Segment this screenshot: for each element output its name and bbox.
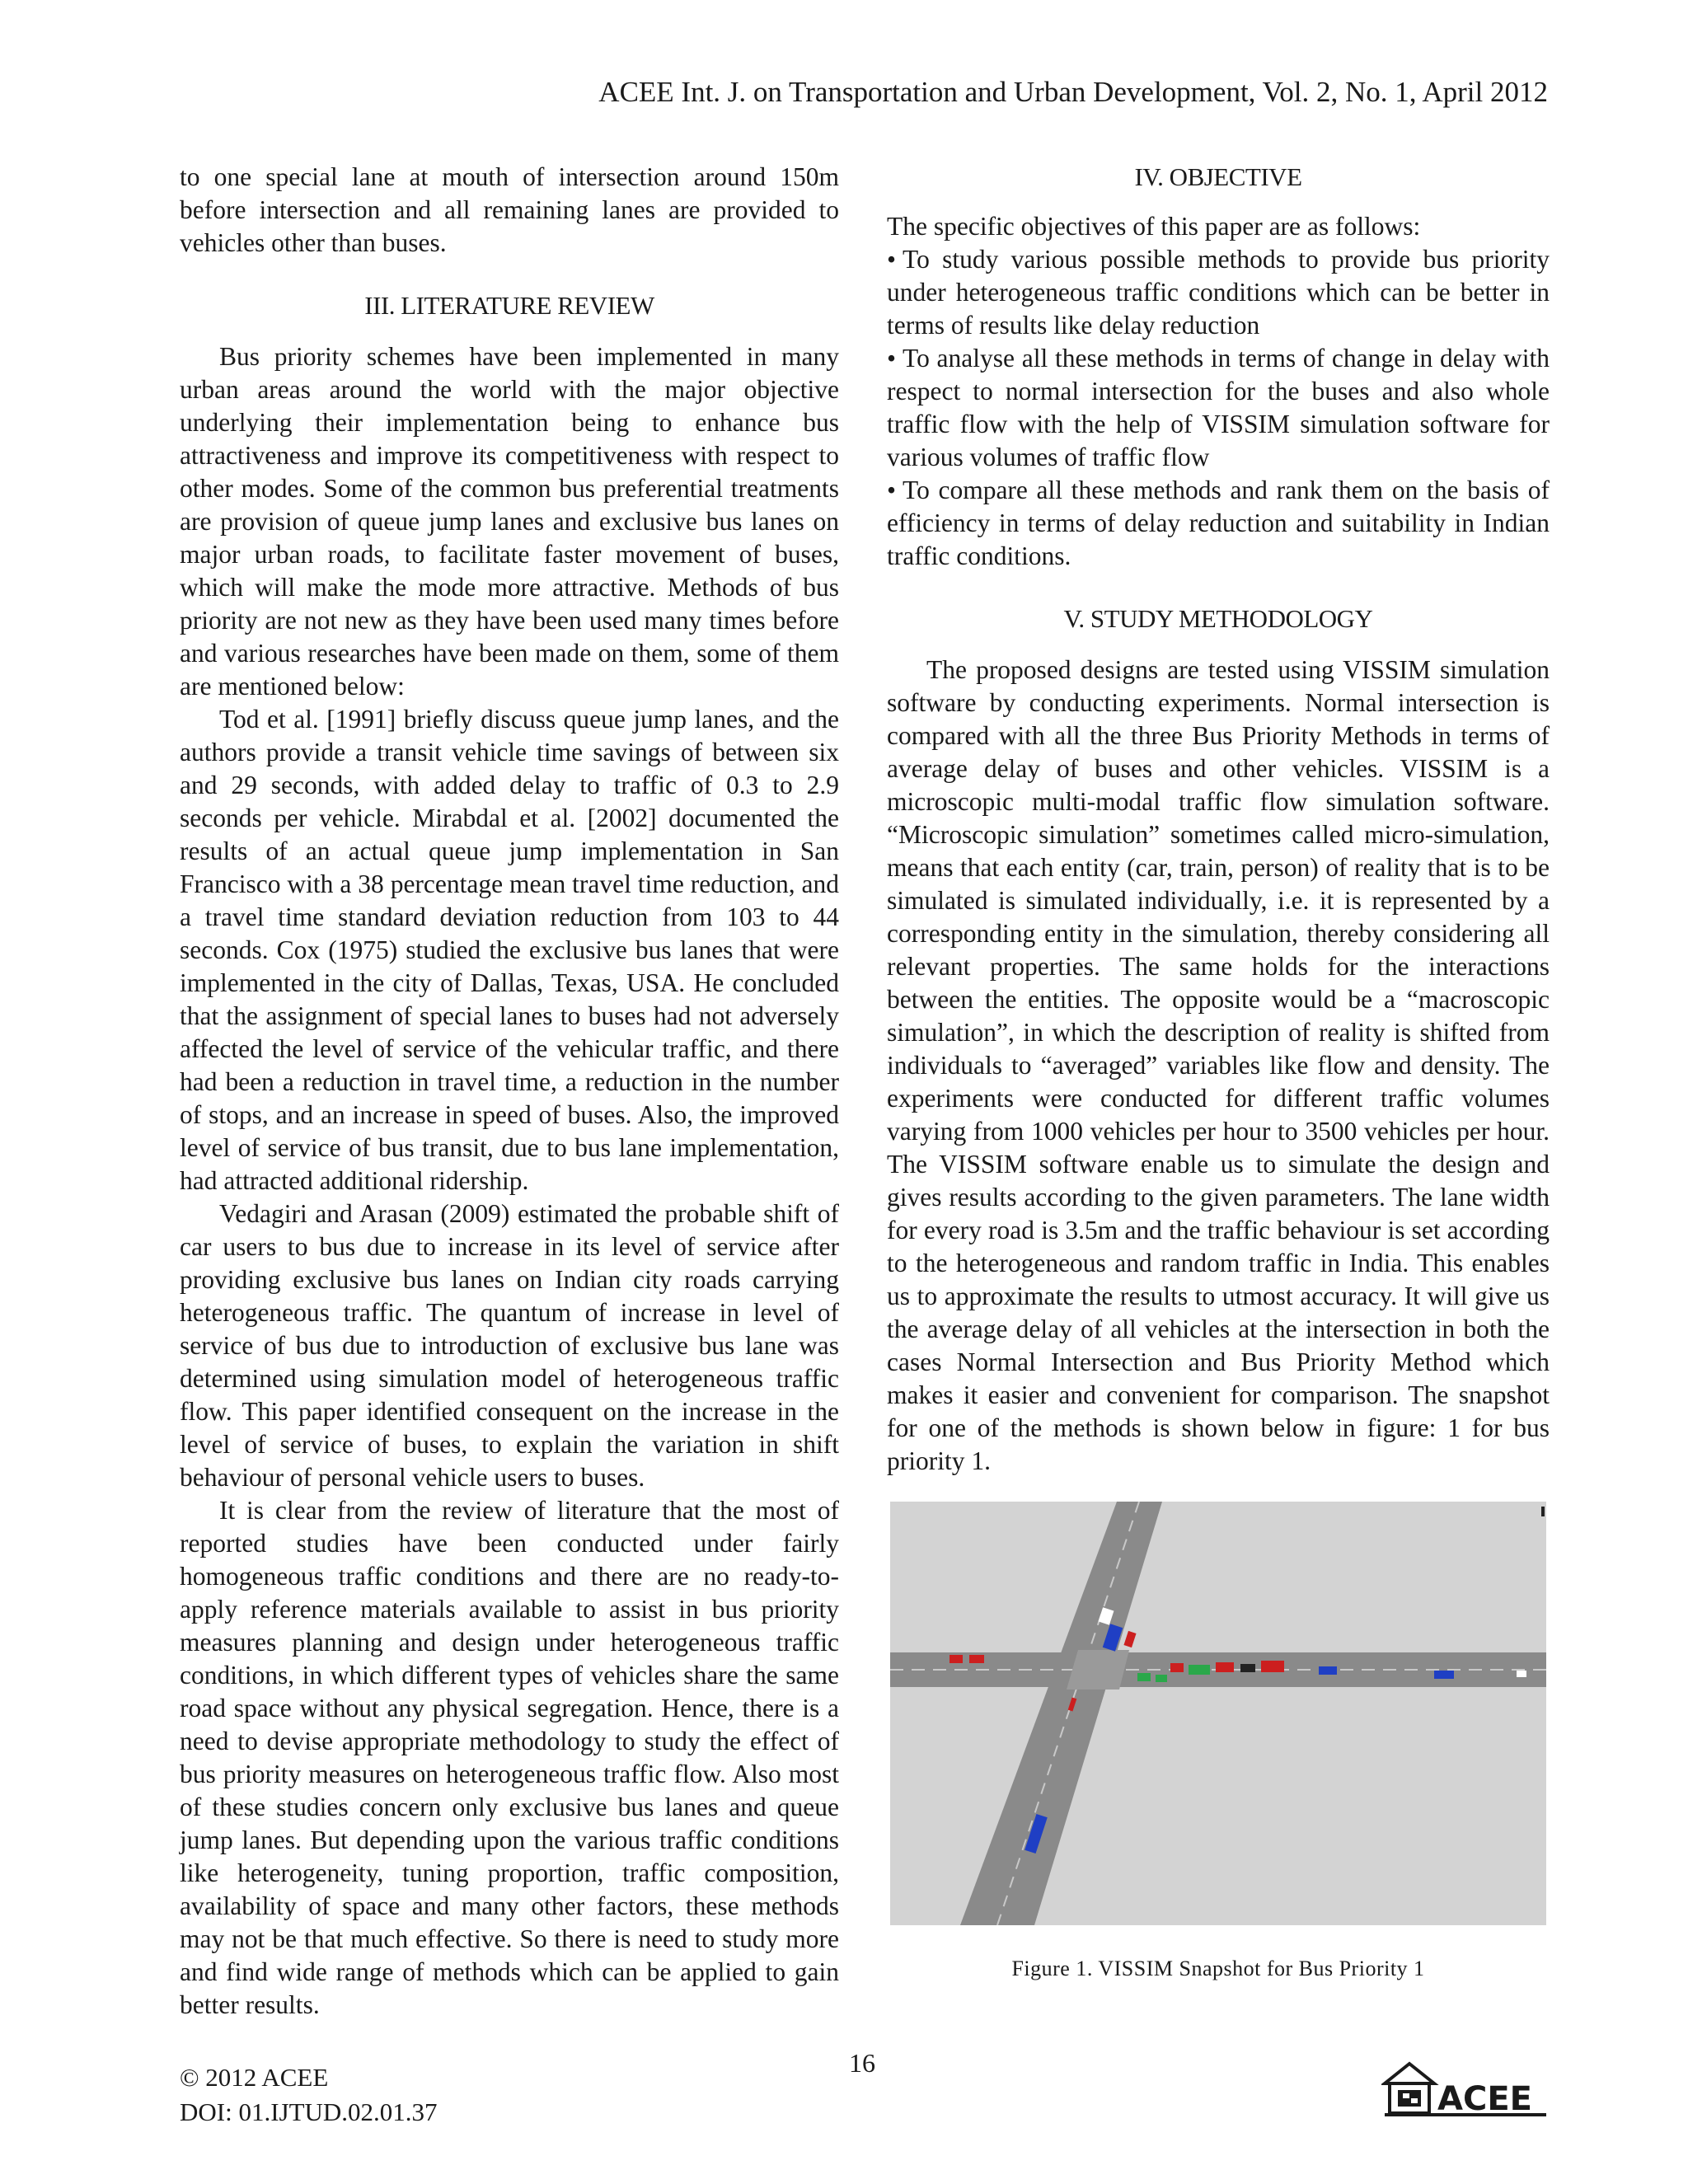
page-number: 16	[849, 2048, 875, 2078]
objective-intro: The specific objectives of this paper are as follows:	[887, 212, 1421, 241]
doi-text: DOI: 01.IJTUD.02.01.37	[180, 2097, 438, 2126]
section-heading-objective: IV. OBJECTIVE	[1134, 162, 1302, 191]
literature-paragraph: Vedagiri and Arasan (2009) estimated the probable shift of car users to bus due to increase in its level of service after providing exclusive bus lanes on Indian city roads carrying heterogeneous traffic. The quantum of increase in level of service of bus due to introduction of exclusive bus lane was determined using simulation model of heterogeneous traffic flow. This paper identified consequent on the increase in the level of service of buses, to explain the variation in shift behaviour of personal vehicle users to buses.	[180, 1199, 839, 1492]
intersection-simulation-image	[890, 1502, 1546, 1925]
literature-paragraph: Bus priority schemes have been implemented in many urban areas around the world with the major objective underlying their implementation being to enhance bus attractiveness and improve its competitiveness with respect to other modes. Some of the common bus preferential treatments are provision of queue jump lanes and exclusive bus lanes on major urban roads, to facilitate faster movement of buses, which will make the mode more attractive. Methods of bus priority are not new as they have been used many times before and various researches have been made on them, some of them are mentioned below:	[180, 342, 839, 701]
right-column	[887, 161, 1550, 1478]
journal-header: ACEE Int. J. on Transportation and Urban Development, Vol. 2, No. 1, April 2012	[598, 76, 1548, 108]
objective-item: • To analyse all these methods in terms of change in delay with respect to normal intersection for the buses and also whole traffic flow with the help of VISSIM simulation software for various volumes of traffic flow	[887, 342, 1550, 474]
left-column	[180, 161, 839, 2022]
vissim-snapshot-figure	[890, 1502, 1546, 1925]
section-heading-study-methodology: V. STUDY METHODOLOGY	[1063, 604, 1373, 633]
logo-text: ACEE	[1437, 2080, 1532, 2118]
objective-list	[887, 243, 1550, 573]
literature-paragraph: Tod et al. [1991] briefly discuss queue jump lanes, and the authors provide a transit vehicle time savings of between six and 29 seconds, with added delay to traffic of 0.3 to 2.9 seconds per vehicle. Mirabdal et al. [2002] documented the results of an actual queue jump implementation in San Francisco with a 38 percentage mean travel time reduction, and a travel time standard deviation reduction from 103 to 44 seconds. Cox (1975) studied the exclusive bus lanes that were implemented in the city of Dallas, Texas, USA. He concluded that the assignment of special lanes to buses had not adversely affected the level of service of the vehicular traffic, and there had been a reduction in travel time, a reduction in the number of stops, and an increase in speed of buses. Also, the improved level of service of bus transit, due to bus lane implementation, had attracted additional ridership.	[180, 705, 839, 1195]
figure-caption: Figure 1. VISSIM Snapshot for Bus Priority 1	[1011, 1957, 1425, 1980]
section-heading-literature-review: III. LITERATURE REVIEW	[364, 291, 654, 320]
literature-paragraph: It is clear from the review of literature that the most of reported studies have been conducted under fairly homogeneous traffic conditions and there are no ready-to-apply reference materials available to assist in bus priority measures planning and design under heterogeneous traffic conditions, in which different types of vehicles share the same road space without any physical segregation. Hence, there is a need to devise appropriate methodology to study the effect of bus priority measures on heterogeneous traffic flow. Also most of these studies concern only exclusive bus lanes and queue jump lanes. But depending upon the various traffic conditions like heterogeneity, tuning proportion, traffic composition, availability of space and many other factors, these methods may not be that much effective. So there is need to study more and find wide range of methods which can be applied to gain better results.	[180, 1496, 839, 2019]
objective-item: • To compare all these methods and rank them on the basis of efficiency in terms of delay reduction and suitability in Indian traffic conditions.	[887, 474, 1550, 573]
intro-paragraph: to one special lane at mouth of intersection around 150m before intersection and all remaining lanes are provided to vehicles other than buses.	[180, 162, 839, 257]
footer-info	[180, 2060, 438, 2130]
copyright-text: © 2012 ACEE	[180, 2063, 329, 2092]
methodology-paragraph: The proposed designs are tested using VISSIM simulation software by conducting experiments. Normal intersection is compared with all the three Bus Priority Methods in terms of average delay of buses and other vehicles. VISSIM is a microscopic multi-modal traffic flow simulation software. “Microscopic simulation” sometimes called micro-simulation, means that each entity (car, train, person) of reality that is to be simulated is simulated individually, i.e. it is represented by a corresponding entity in the simulation, thereby considering all relevant properties. The same holds for the interactions between the entities. The opposite would be a “macroscopic simulation”, in which the description of reality is shifted from individuals to “averaged” variables like flow and density. The experiments were conducted for different traffic volumes varying from 1000 vehicles per hour to 3500 vehicles per hour. The VISSIM software enable us to simulate the design and gives results according to the given parameters. The lane width for every road is 3.5m and the traffic behaviour is set according to the heterogeneous and random traffic in India. This enables us to approximate the results to utmost accuracy. It will give us the average delay of all vehicles at the intersection in both the cases Normal Intersection and Bus Priority Method which makes it easier and convenient for comparison. The snapshot for one of the methods is shown below in figure: 1 for bus priority 1.	[887, 655, 1550, 1475]
acee-logo	[1381, 2059, 1550, 2120]
objective-item: • To study various possible methods to provide bus priority under heterogeneous traffic conditions which can be better in terms of results like delay reduction	[887, 243, 1550, 342]
